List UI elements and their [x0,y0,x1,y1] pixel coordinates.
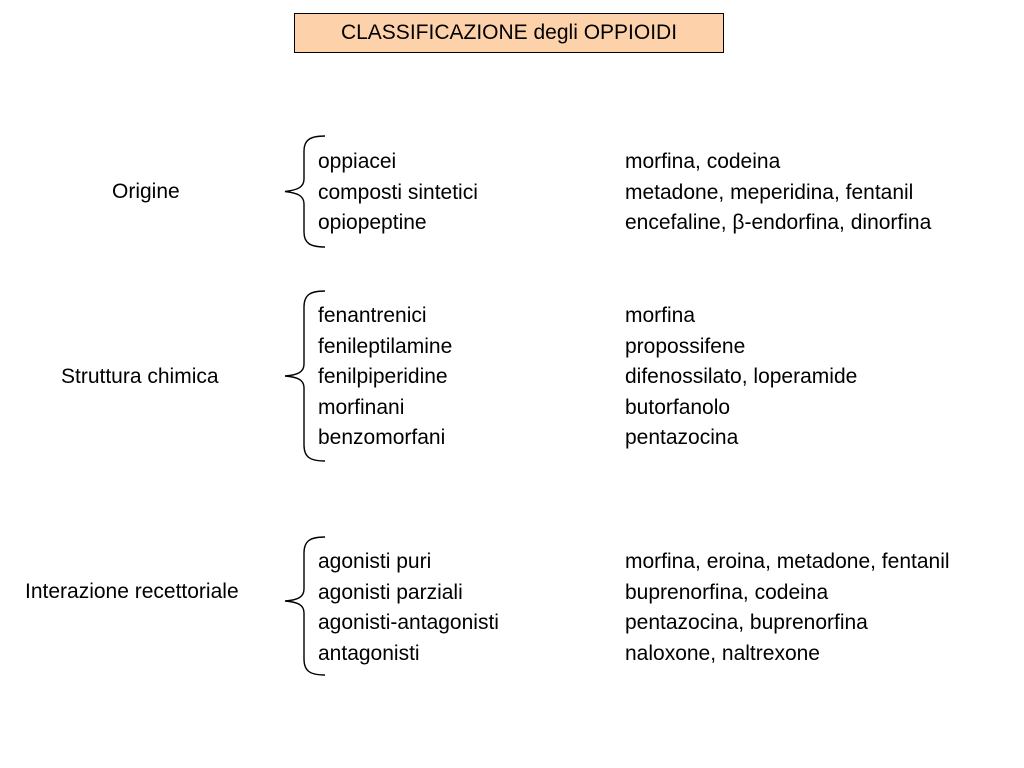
example-item: pentazocina, buprenorfina [625,611,868,635]
subclass-item: fenileptilamine [318,334,453,358]
subclass-item: composti sintetici [318,180,478,204]
example-item: morfina, eroina, metadone, fentanil [625,550,950,573]
example-item: pentazocina [625,426,739,450]
group-label-origine: Origine [112,180,180,203]
subclass-item: benzomorfani [318,426,446,450]
page-title: CLASSIFICAZIONE degli OPPIOIDI [340,21,678,44]
subclass-item: agonisti-antagonisti [318,611,499,635]
example-item: propossifene [625,334,746,358]
example-item: difenossilato, loperamide [625,365,858,389]
group-label-struttura-chimica: Struttura chimica [61,365,219,388]
subclass-list-interazione-recettoriale [318,547,499,669]
example-item: naloxone, naltrexone [625,641,820,665]
subclass-item: fenantrenici [318,304,427,327]
title-box [294,13,724,53]
example-item: metadone, meperidina, fentanil [625,180,914,204]
subclass-item: antagonisti [318,641,420,665]
example-list-interazione-recettoriale [625,547,950,669]
subclass-item: opiopeptine [318,211,427,235]
subclass-item: agonisti puri [318,550,432,573]
subclass-list-struttura-chimica [318,301,452,454]
example-item: butorfanolo [625,395,731,419]
group-label-interazione-recettoriale: Interazione recettoriale [25,580,239,603]
subclass-list-origine [318,147,478,239]
subclass-item: morfinani [318,395,405,419]
example-item: morfina, codeina [625,150,781,173]
example-item: buprenorfina, codeina [625,580,829,604]
example-list-origine [625,147,931,239]
example-item: encefaline, β-endorfina, dinorfina [625,211,932,235]
subclass-item: oppiacei [318,150,397,173]
example-item: morfina [625,304,696,327]
subclass-item: agonisti parziali [318,580,463,604]
example-list-struttura-chimica [625,301,857,454]
subclass-item: fenilpiperidine [318,365,448,389]
